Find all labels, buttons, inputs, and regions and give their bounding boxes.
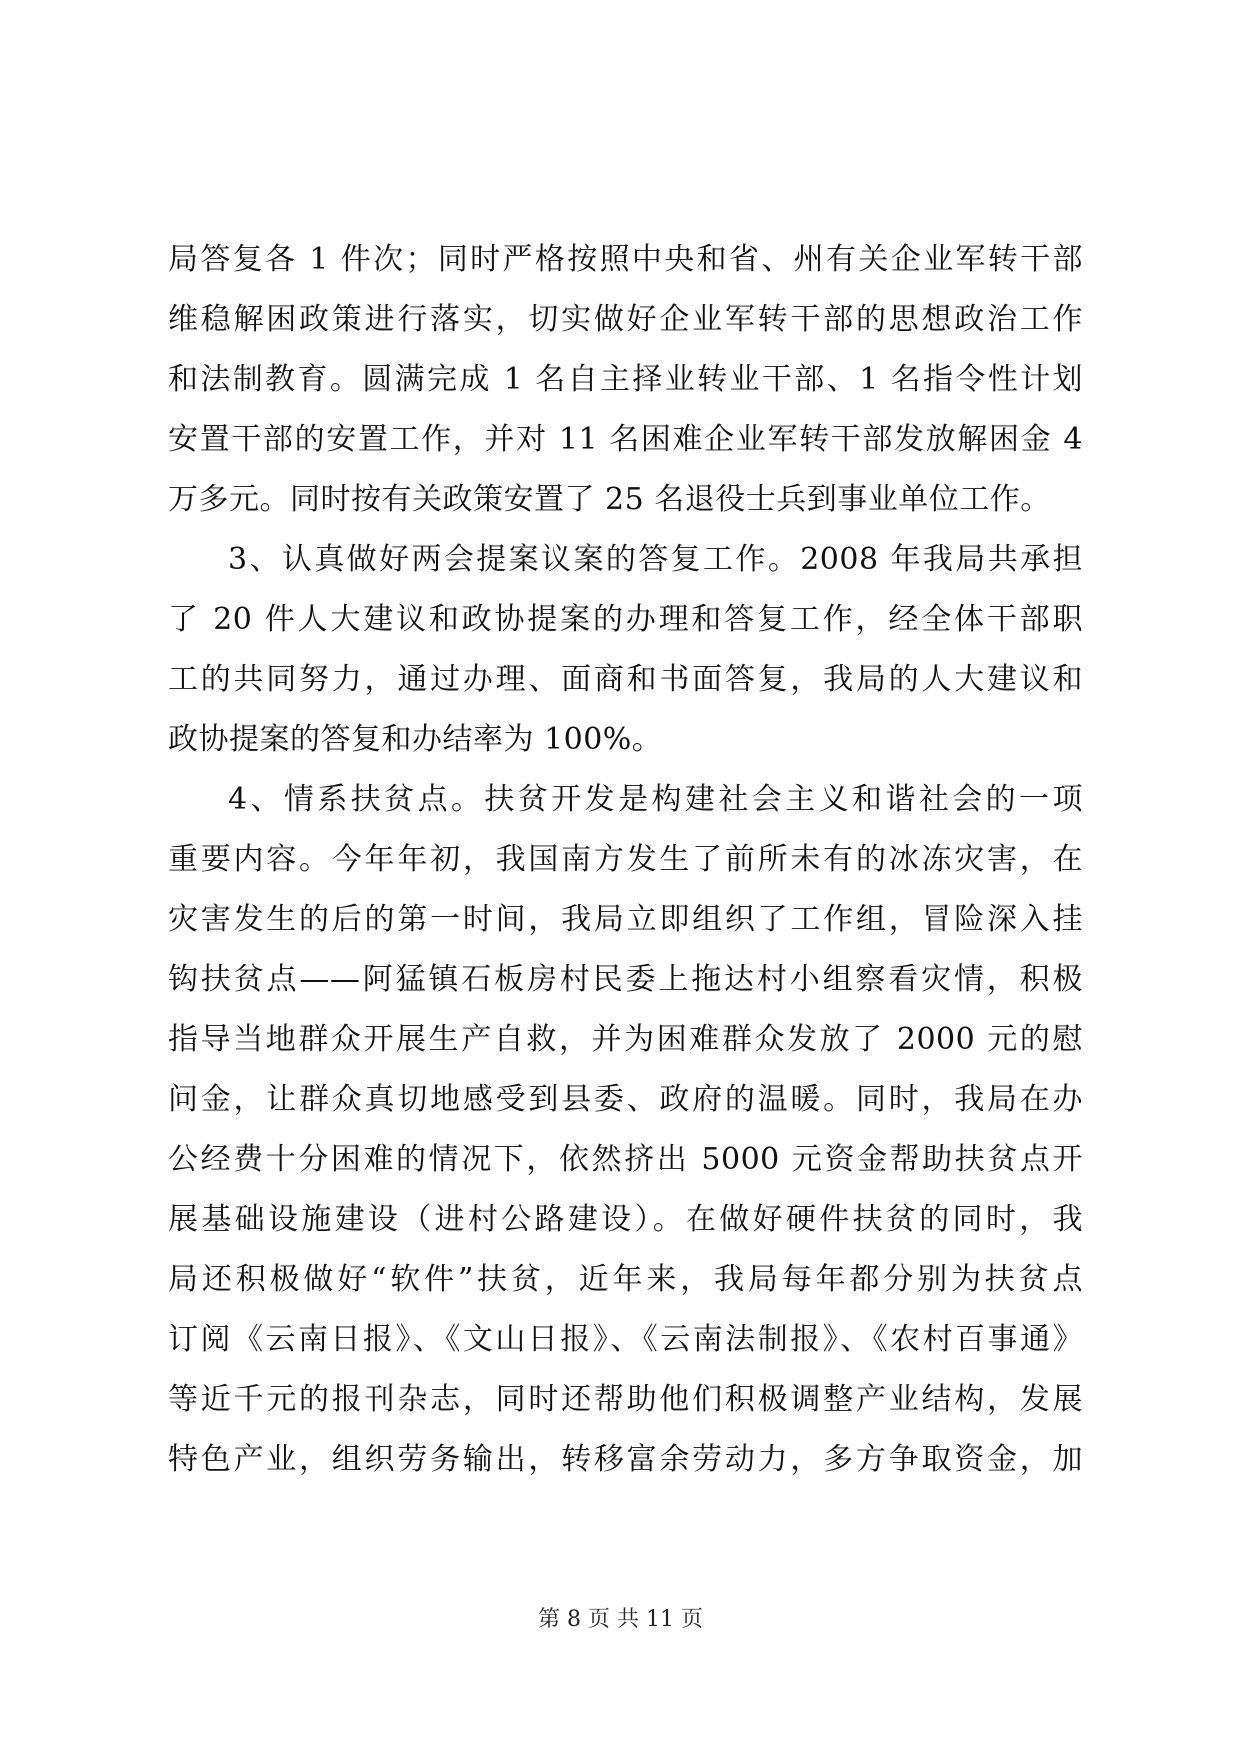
- text-line: 局还积极做好“软件”扶贫，近年来，我局每年都分别为扶贫点: [168, 1262, 1083, 1297]
- text-line: 问金，让群众真切地感受到县委、政府的温暖。同时，我局在办: [168, 1082, 1083, 1117]
- text-line: 重要内容。今年年初，我国南方发生了前所未有的冰冻灾害，在: [168, 842, 1083, 877]
- text-line: 万多元。同时按有关政策安置了 25 名退役士兵到事业单位工作。: [168, 482, 1051, 517]
- text-line: 政协提案的答复和办结率为 100%。: [168, 722, 663, 757]
- text-line: 展基础设施建设（进村公路建设）。在做好硬件扶贫的同时，我: [168, 1202, 1083, 1237]
- text-line: 特色产业，组织劳务输出，转移富余劳动力，多方争取资金，加: [168, 1442, 1083, 1477]
- text-line: 订阅《云南日报》、《文山日报》、《云南法制报》、《农村百事通》: [168, 1322, 1083, 1357]
- text-line: 局答复各 1 件次；同时严格按照中央和省、州有关企业军转干部: [168, 242, 1083, 277]
- text-line: 维稳解困政策进行落实，切实做好企业军转干部的思想政治工作: [168, 302, 1083, 337]
- text-line: 安置干部的安置工作，并对 11 名困难企业军转干部发放解困金 4: [168, 422, 1083, 457]
- text-line: 了 20 件人大建议和政协提案的办理和答复工作，经全体干部职: [168, 602, 1083, 637]
- text-line: 工的共同努力，通过办理、面商和书面答复，我局的人大建议和: [168, 662, 1083, 697]
- text-line: 指导当地群众开展生产自救，并为困难群众发放了 2000 元的慰: [168, 1022, 1083, 1057]
- paragraph-4-first-line: 4、情系扶贫点。扶贫开发是构建社会主义和谐社会的一项: [228, 782, 1083, 817]
- text-line: 灾害发生的后的第一时间，我局立即组织了工作组，冒险深入挂: [168, 902, 1083, 937]
- page-number-footer: 第 8 页 共 11 页: [538, 1607, 703, 1632]
- paragraph-3-first-line: 3、认真做好两会提案议案的答复工作。2008 年我局共承担: [228, 542, 1083, 577]
- body-text: [168, 230, 1083, 1490]
- text-line: 公经费十分困难的情况下，依然挤出 5000 元资金帮助扶贫点开: [168, 1142, 1083, 1177]
- text-line: 和法制教育。圆满完成 1 名自主择业转业干部、1 名指令性计划: [168, 362, 1083, 397]
- text-line: 钩扶贫点——阿猛镇石板房村民委上拖达村小组察看灾情，积极: [168, 962, 1083, 997]
- text-line: 等近千元的报刊杂志，同时还帮助他们积极调整产业结构，发展: [168, 1382, 1083, 1417]
